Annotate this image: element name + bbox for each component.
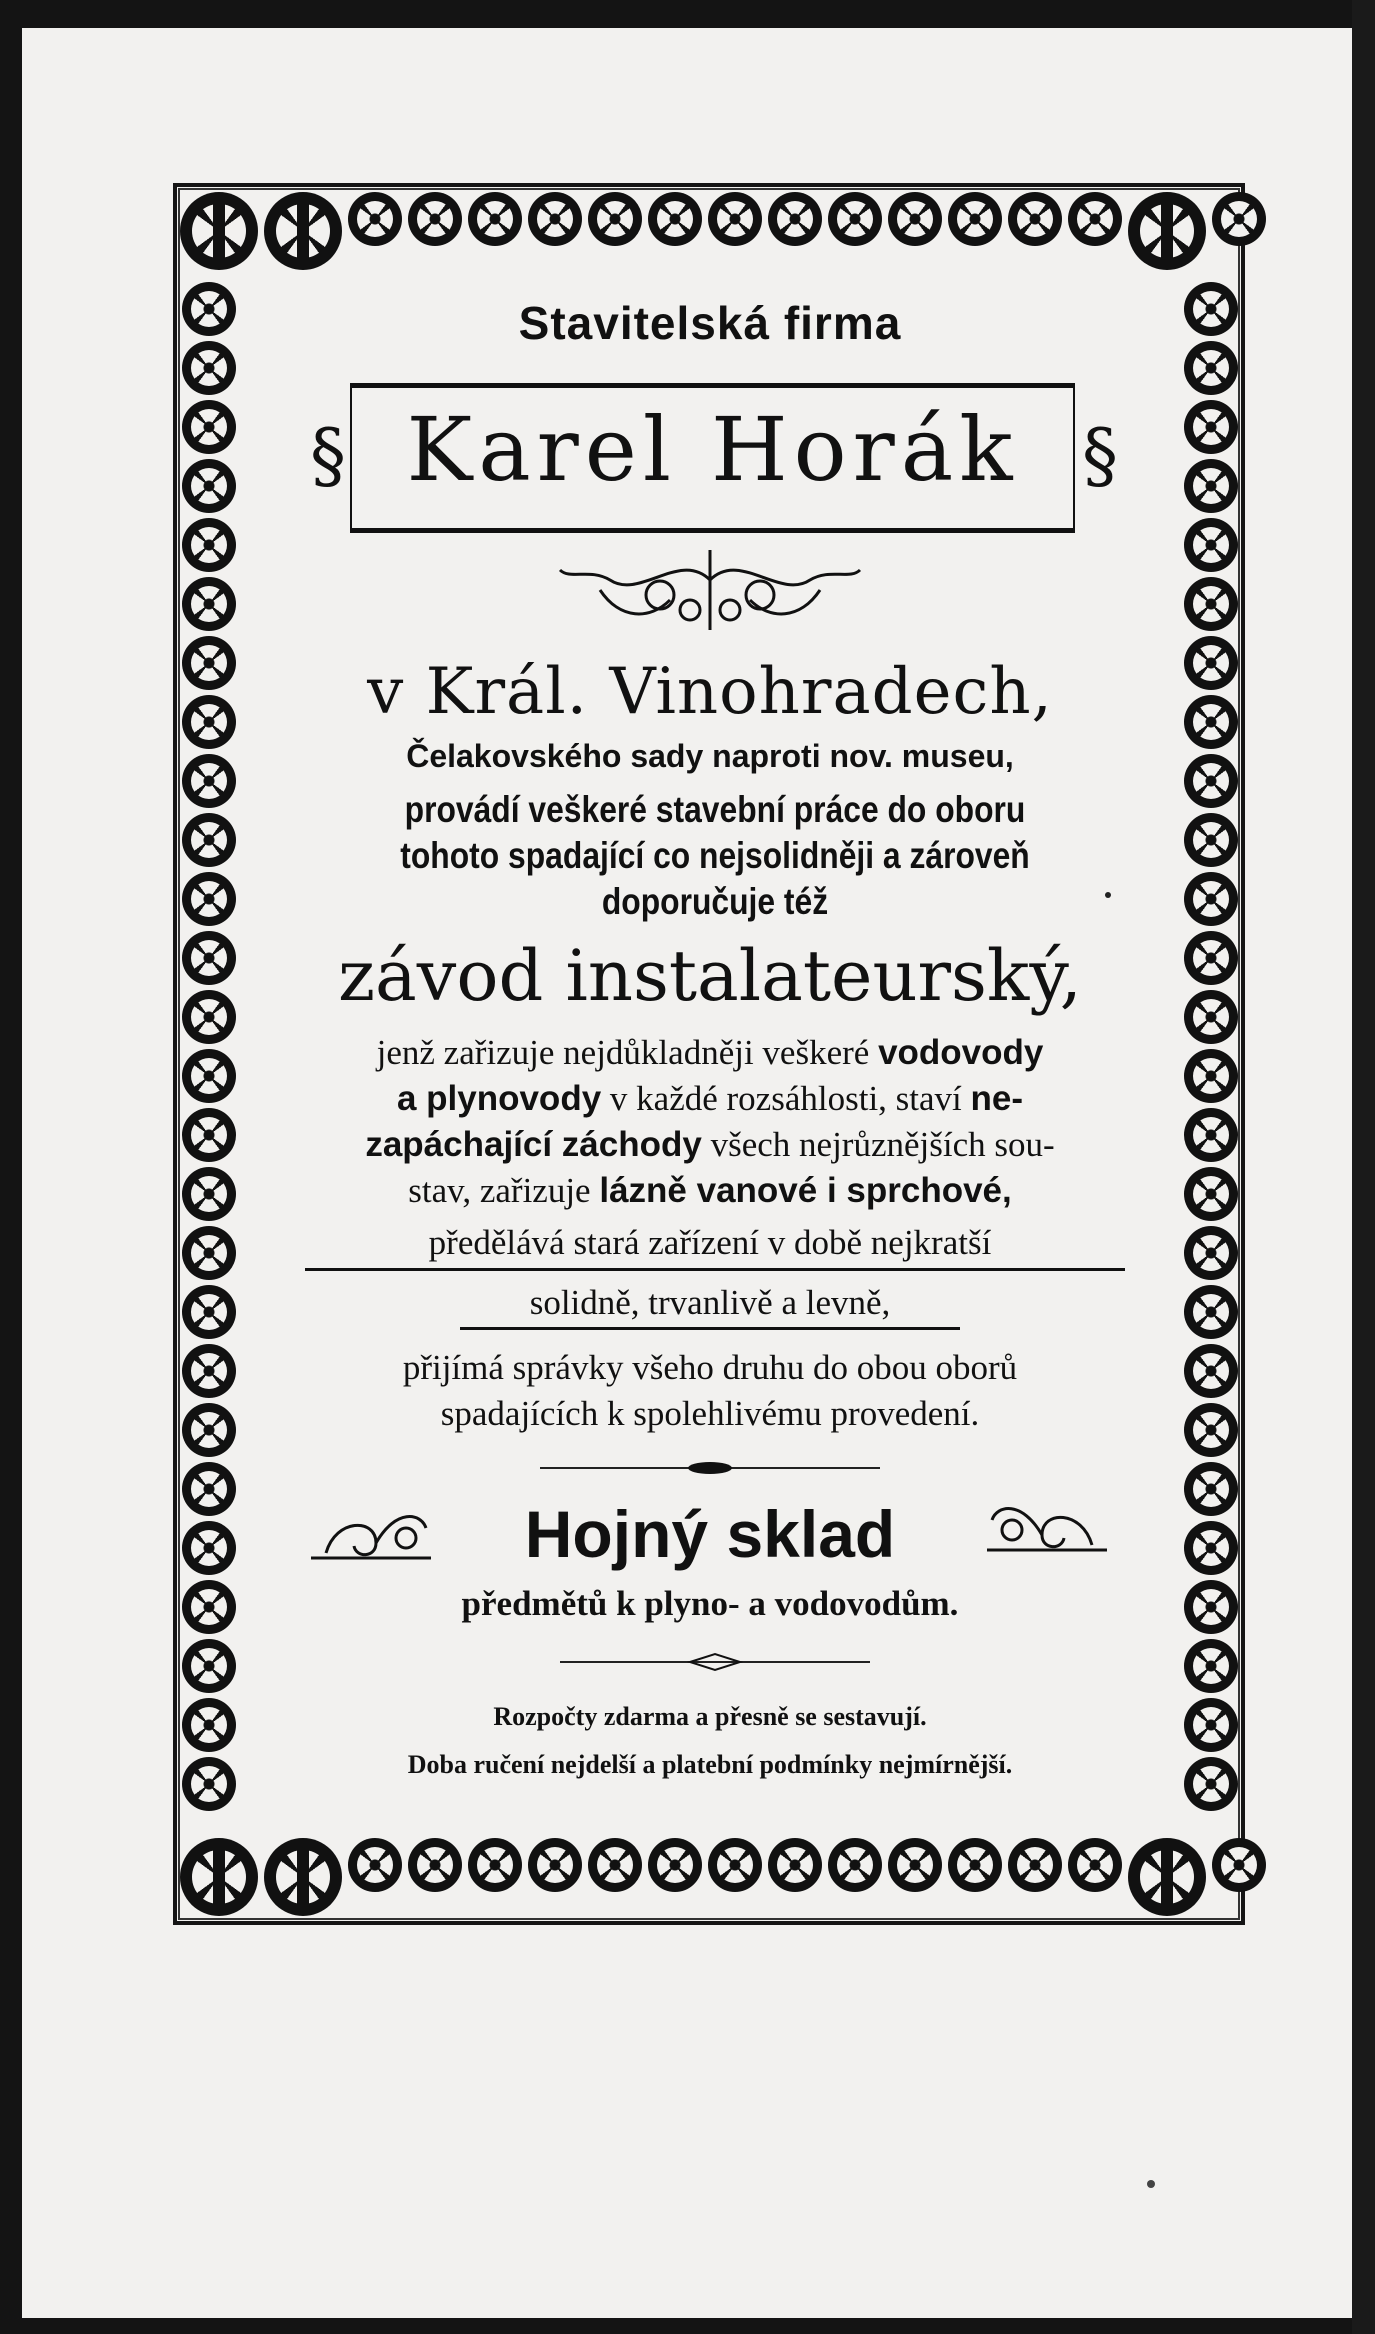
workshop-heading: závod instalateurský,	[338, 935, 1082, 1017]
stock-heading: Hojný sklad	[524, 1497, 896, 1571]
stock-subheading: předmětů k plyno- a vodovodům.	[461, 1584, 959, 1623]
rosette-icon	[528, 192, 582, 246]
rosette-icon	[182, 1639, 236, 1693]
body-emphasis: a plynovody	[396, 1079, 602, 1118]
page-edge	[1352, 0, 1375, 2334]
rosette-icon	[1184, 1462, 1238, 1516]
warranty-line: Doba ručení nejdelší a platební podmínky nejmírnější.	[407, 1750, 1013, 1779]
quality-line: solidně, trvanlivě a levně,	[529, 1283, 891, 1322]
ink-speck	[1105, 892, 1111, 898]
body-line-3	[290, 1122, 1130, 1168]
scroll-left-icon: §	[310, 413, 346, 497]
rosette-icon	[1184, 1639, 1238, 1693]
rosette-icon	[888, 192, 942, 246]
rosette-icon	[408, 1838, 462, 1892]
rosette-icon	[182, 872, 236, 926]
rosette-icon	[1184, 695, 1238, 749]
rosette-icon	[1184, 1049, 1238, 1103]
rosette-icon	[1184, 400, 1238, 454]
rosette-icon	[182, 931, 236, 985]
rosette-icon	[828, 192, 882, 246]
divider-icon	[560, 1652, 870, 1672]
rosette-icon	[348, 192, 402, 246]
rework-line: předělává stará zařízení v době nejkratší	[428, 1223, 992, 1262]
bottom-border-rosettes	[180, 1838, 1266, 1916]
rosette-icon	[182, 400, 236, 454]
rosette-icon	[1184, 1757, 1238, 1811]
intro-line-1: provádí veškeré stavební práce do oboru	[404, 789, 1026, 830]
rosette-icon	[182, 636, 236, 690]
body-text: v každé rozsáhlosti, staví	[601, 1079, 971, 1118]
body-line-2	[290, 1076, 1130, 1122]
rosette-icon	[708, 192, 762, 246]
rosette-icon	[468, 192, 522, 246]
headline: Stavitelská firma	[518, 297, 902, 349]
rosette-icon	[182, 1226, 236, 1280]
left-border-rosettes	[182, 282, 236, 1811]
rosette-icon	[182, 1049, 236, 1103]
right-border-rosettes	[1184, 282, 1238, 1811]
rosette-icon	[1184, 1521, 1238, 1575]
rosette-icon	[948, 1838, 1002, 1892]
body-text: jenž zařizuje nejdůkladněji veškeré	[376, 1033, 879, 1072]
rosette-icon	[1184, 1108, 1238, 1162]
flourish-right-icon	[982, 1490, 1112, 1560]
rosette-icon	[1128, 192, 1206, 270]
rosette-icon	[180, 192, 258, 270]
firm-name: Karel Horák	[406, 398, 1019, 501]
rosette-icon	[1184, 518, 1238, 572]
rule	[305, 1268, 1125, 1271]
body-emphasis: zapáchající záchody	[365, 1125, 702, 1164]
rosette-icon	[182, 577, 236, 631]
rosette-icon	[1184, 813, 1238, 867]
rule	[460, 1327, 960, 1330]
body-emphasis: ne-	[970, 1079, 1024, 1118]
address-line: Čelakovského sady naproti nov. museu,	[406, 738, 1014, 774]
rosette-icon	[1184, 341, 1238, 395]
budget-line: Rozpočty zdarma a přesně se sestavují.	[493, 1702, 927, 1731]
repairs-line-1: přijímá správky všeho druhu do obou oborů	[402, 1348, 1018, 1387]
body-line-4	[290, 1168, 1130, 1214]
rosette-icon	[768, 192, 822, 246]
rosette-icon	[182, 1698, 236, 1752]
repairs-line-2: spadajících k spolehlivému provedení.	[440, 1394, 980, 1433]
rosette-icon	[182, 518, 236, 572]
rosette-icon	[1068, 192, 1122, 246]
rosette-icon	[264, 192, 342, 270]
rosette-icon	[1184, 1403, 1238, 1457]
rosette-icon	[528, 1838, 582, 1892]
rosette-icon	[1212, 192, 1266, 246]
rosette-icon	[182, 1462, 236, 1516]
body-text: všech nejrůznějších sou-	[701, 1125, 1055, 1164]
rosette-icon	[588, 1838, 642, 1892]
rosette-icon	[182, 1344, 236, 1398]
body-emphasis: vodovody	[878, 1033, 1044, 1072]
rosette-icon	[182, 754, 236, 808]
rosette-icon	[1008, 192, 1062, 246]
rosette-icon	[1212, 1838, 1266, 1892]
rosette-icon	[1184, 1226, 1238, 1280]
rosette-icon	[1184, 1285, 1238, 1339]
top-border-rosettes	[180, 192, 1266, 270]
rosette-icon	[182, 282, 236, 336]
rosette-icon	[1184, 1698, 1238, 1752]
rosette-icon	[1128, 1838, 1206, 1916]
intro-line-3: doporučuje též	[601, 881, 829, 922]
body-text: stav, zařizuje	[408, 1171, 600, 1210]
body-emphasis: lázně vanové i sprchové,	[599, 1171, 1012, 1210]
rosette-icon	[1184, 990, 1238, 1044]
rosette-icon	[1184, 754, 1238, 808]
place-line: v Král. Vinohradech,	[367, 655, 1053, 729]
ink-speck	[1147, 2180, 1155, 2188]
rosette-icon	[1184, 636, 1238, 690]
rosette-icon	[348, 1838, 402, 1892]
rosette-icon	[182, 990, 236, 1044]
divider-icon	[540, 1460, 880, 1476]
rosette-icon	[588, 192, 642, 246]
rosette-icon	[948, 192, 1002, 246]
rosette-icon	[1184, 872, 1238, 926]
rosette-icon	[468, 1838, 522, 1892]
rosette-icon	[828, 1838, 882, 1892]
rosette-icon	[182, 459, 236, 513]
rosette-icon	[1184, 282, 1238, 336]
intro-line-2: tohoto spadající co nejsolidněji a zároveň	[400, 835, 1030, 876]
rosette-icon	[648, 1838, 702, 1892]
rosette-icon	[1184, 577, 1238, 631]
rosette-icon	[768, 1838, 822, 1892]
body-line-1	[290, 1030, 1130, 1076]
rosette-icon	[182, 1167, 236, 1221]
rosette-icon	[182, 1403, 236, 1457]
rosette-icon	[1184, 1167, 1238, 1221]
rosette-icon	[648, 192, 702, 246]
rosette-icon	[1184, 459, 1238, 513]
rosette-icon	[182, 1521, 236, 1575]
rosette-icon	[182, 1580, 236, 1634]
rosette-icon	[182, 1285, 236, 1339]
rosette-icon	[182, 695, 236, 749]
rosette-icon	[1068, 1838, 1122, 1892]
rosette-icon	[888, 1838, 942, 1892]
flourish-icon	[540, 540, 880, 640]
rosette-icon	[708, 1838, 762, 1892]
rosette-icon	[1008, 1838, 1062, 1892]
rosette-icon	[180, 1838, 258, 1916]
rosette-icon	[182, 813, 236, 867]
rosette-icon	[264, 1838, 342, 1916]
scroll-right-icon: §	[1082, 413, 1118, 497]
rosette-icon	[1184, 1344, 1238, 1398]
rosette-icon	[182, 1757, 236, 1811]
rosette-icon	[182, 341, 236, 395]
rosette-icon	[1184, 1580, 1238, 1634]
rosette-icon	[182, 1108, 236, 1162]
rosette-icon	[1184, 931, 1238, 985]
rosette-icon	[408, 192, 462, 246]
